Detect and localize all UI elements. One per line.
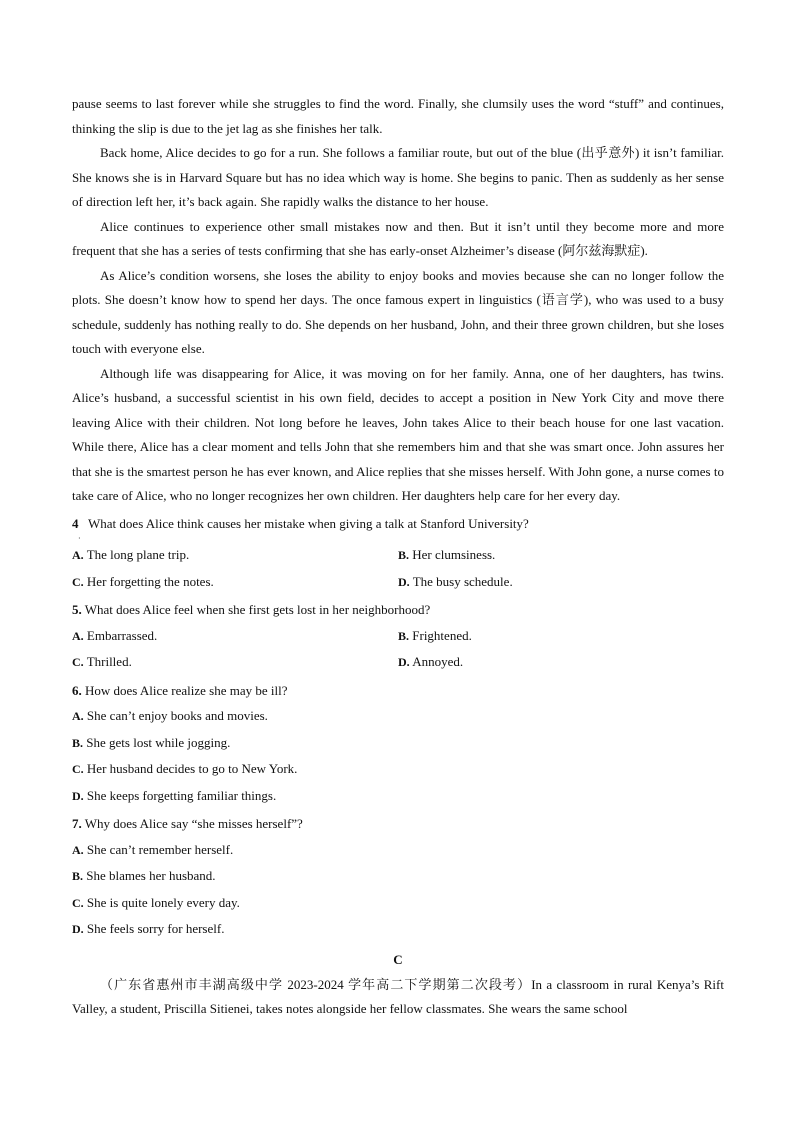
option-c: C. Her husband decides to go to New York. bbox=[72, 761, 298, 776]
passage-paragraph-1: pause seems to last forever while she struggles to find the word. Finally, she clumsily uses the word “stuff” and continues, thinking the slip is due to the jet lag as she finishes her talk. bbox=[72, 96, 724, 136]
question-text: What does Alice think causes her mistake when giving a talk at Stanford University? bbox=[88, 515, 529, 531]
question-number: 6. bbox=[72, 682, 82, 698]
question-number: 5. bbox=[72, 602, 82, 617]
option-d: D. The busy schedule. bbox=[398, 573, 513, 589]
question-6 bbox=[72, 678, 724, 704]
option-b: B. Her clumsiness. bbox=[398, 547, 496, 562]
option-a: A. She can’t enjoy books and movies. bbox=[72, 708, 268, 723]
option-a: A. She can’t remember herself. bbox=[72, 841, 234, 857]
question-text: What does Alice feel when she first gets lost in her neighborhood? bbox=[84, 602, 431, 617]
document-content bbox=[72, 92, 724, 1022]
question-number: 4 bbox=[72, 515, 79, 531]
question-7 bbox=[72, 811, 724, 837]
option-b: B. She blames her husband. bbox=[72, 868, 216, 883]
option-c: C. Thrilled. bbox=[72, 654, 132, 669]
question-text: Why does Alice say “she misses herself”? bbox=[84, 816, 303, 831]
option-d: D. She keeps forgetting familiar things. bbox=[72, 787, 277, 803]
passage-paragraph-3: Alice continues to experience other small mistakes now and then. But it isn’t until they become more and more frequent that she has a series of tests confirming that she has early-onset Alzheimer’s disease (阿尔兹海默症). bbox=[72, 218, 724, 258]
option-d: D. She feels sorry for herself. bbox=[72, 921, 225, 936]
question-5 bbox=[72, 597, 724, 623]
question-4 bbox=[72, 511, 724, 543]
option-a: A. The long plane trip. bbox=[72, 547, 190, 562]
passage-paragraph-4: As Alice’s condition worsens, she loses the ability to enjoy books and movies because she can no longer follow the plots. She doesn’t know how to spend her days. The once famous expert in linguistics (语言学), who was used to a busy schedule, suddenly has nothing really to do. She depends on her husband, John, and their three grown children, but she loses touch with everyone else. bbox=[72, 267, 724, 356]
option-b: B. Frightened. bbox=[398, 627, 472, 643]
section-c-source: （广东省惠州市丰湖高级中学 2023-2024 学年高二下学期第二次段考） bbox=[100, 976, 532, 992]
option-c: C. She is quite lonely every day. bbox=[72, 894, 240, 910]
option-a: A. Embarrassed. bbox=[72, 627, 158, 643]
passage-paragraph-5: Although life was disappearing for Alice, it was moving on for her family. Anna, one of her daughters, has twins. Alice’s husband, a successful scientist in his own field, decides to accept a position in New York City and move there leaving Alice with their children. Not long before he leaves, John takes Alice to their beach house for one last vacation. While there, Alice has a clear moment and tells John that she remembers him and that she was smart once. John assures her that she is the smartest person he has ever known, and Alice replies that she misses herself. With John gone, a nurse comes to take care of Alice, who no longer recognizes her own children. Her daughters help care for her every day. bbox=[72, 365, 724, 503]
section-c-paragraph bbox=[72, 973, 724, 1022]
passage-paragraph-2: Back home, Alice decides to go for a run. She follows a familiar route, but out of the blue (出乎意外) it isn’t familiar. She knows she is in Harvard Square but has no idea which way is home. She begins to panic. Then as suddenly as her sense of direction left her, it’s back again. She rapidly walks the distance to her house. bbox=[72, 145, 724, 209]
option-d: D. Annoyed. bbox=[398, 654, 464, 669]
question-number: 7. bbox=[72, 816, 82, 831]
section-c-text: In a classroom in rural Kenya’s Rift Valley, a student, Priscilla Sitienei, takes notes alongside her fellow classmates. She wears the same school bbox=[72, 976, 724, 1016]
option-c: C. Her forgetting the notes. bbox=[72, 573, 214, 589]
question-5-options bbox=[72, 623, 724, 676]
section-c-title: C bbox=[393, 951, 403, 967]
option-b: B. She gets lost while jogging. bbox=[72, 734, 231, 750]
question-text: How does Alice realize she may be ill? bbox=[85, 682, 288, 698]
stray-dot: · bbox=[78, 534, 81, 543]
question-4-options bbox=[72, 542, 724, 595]
